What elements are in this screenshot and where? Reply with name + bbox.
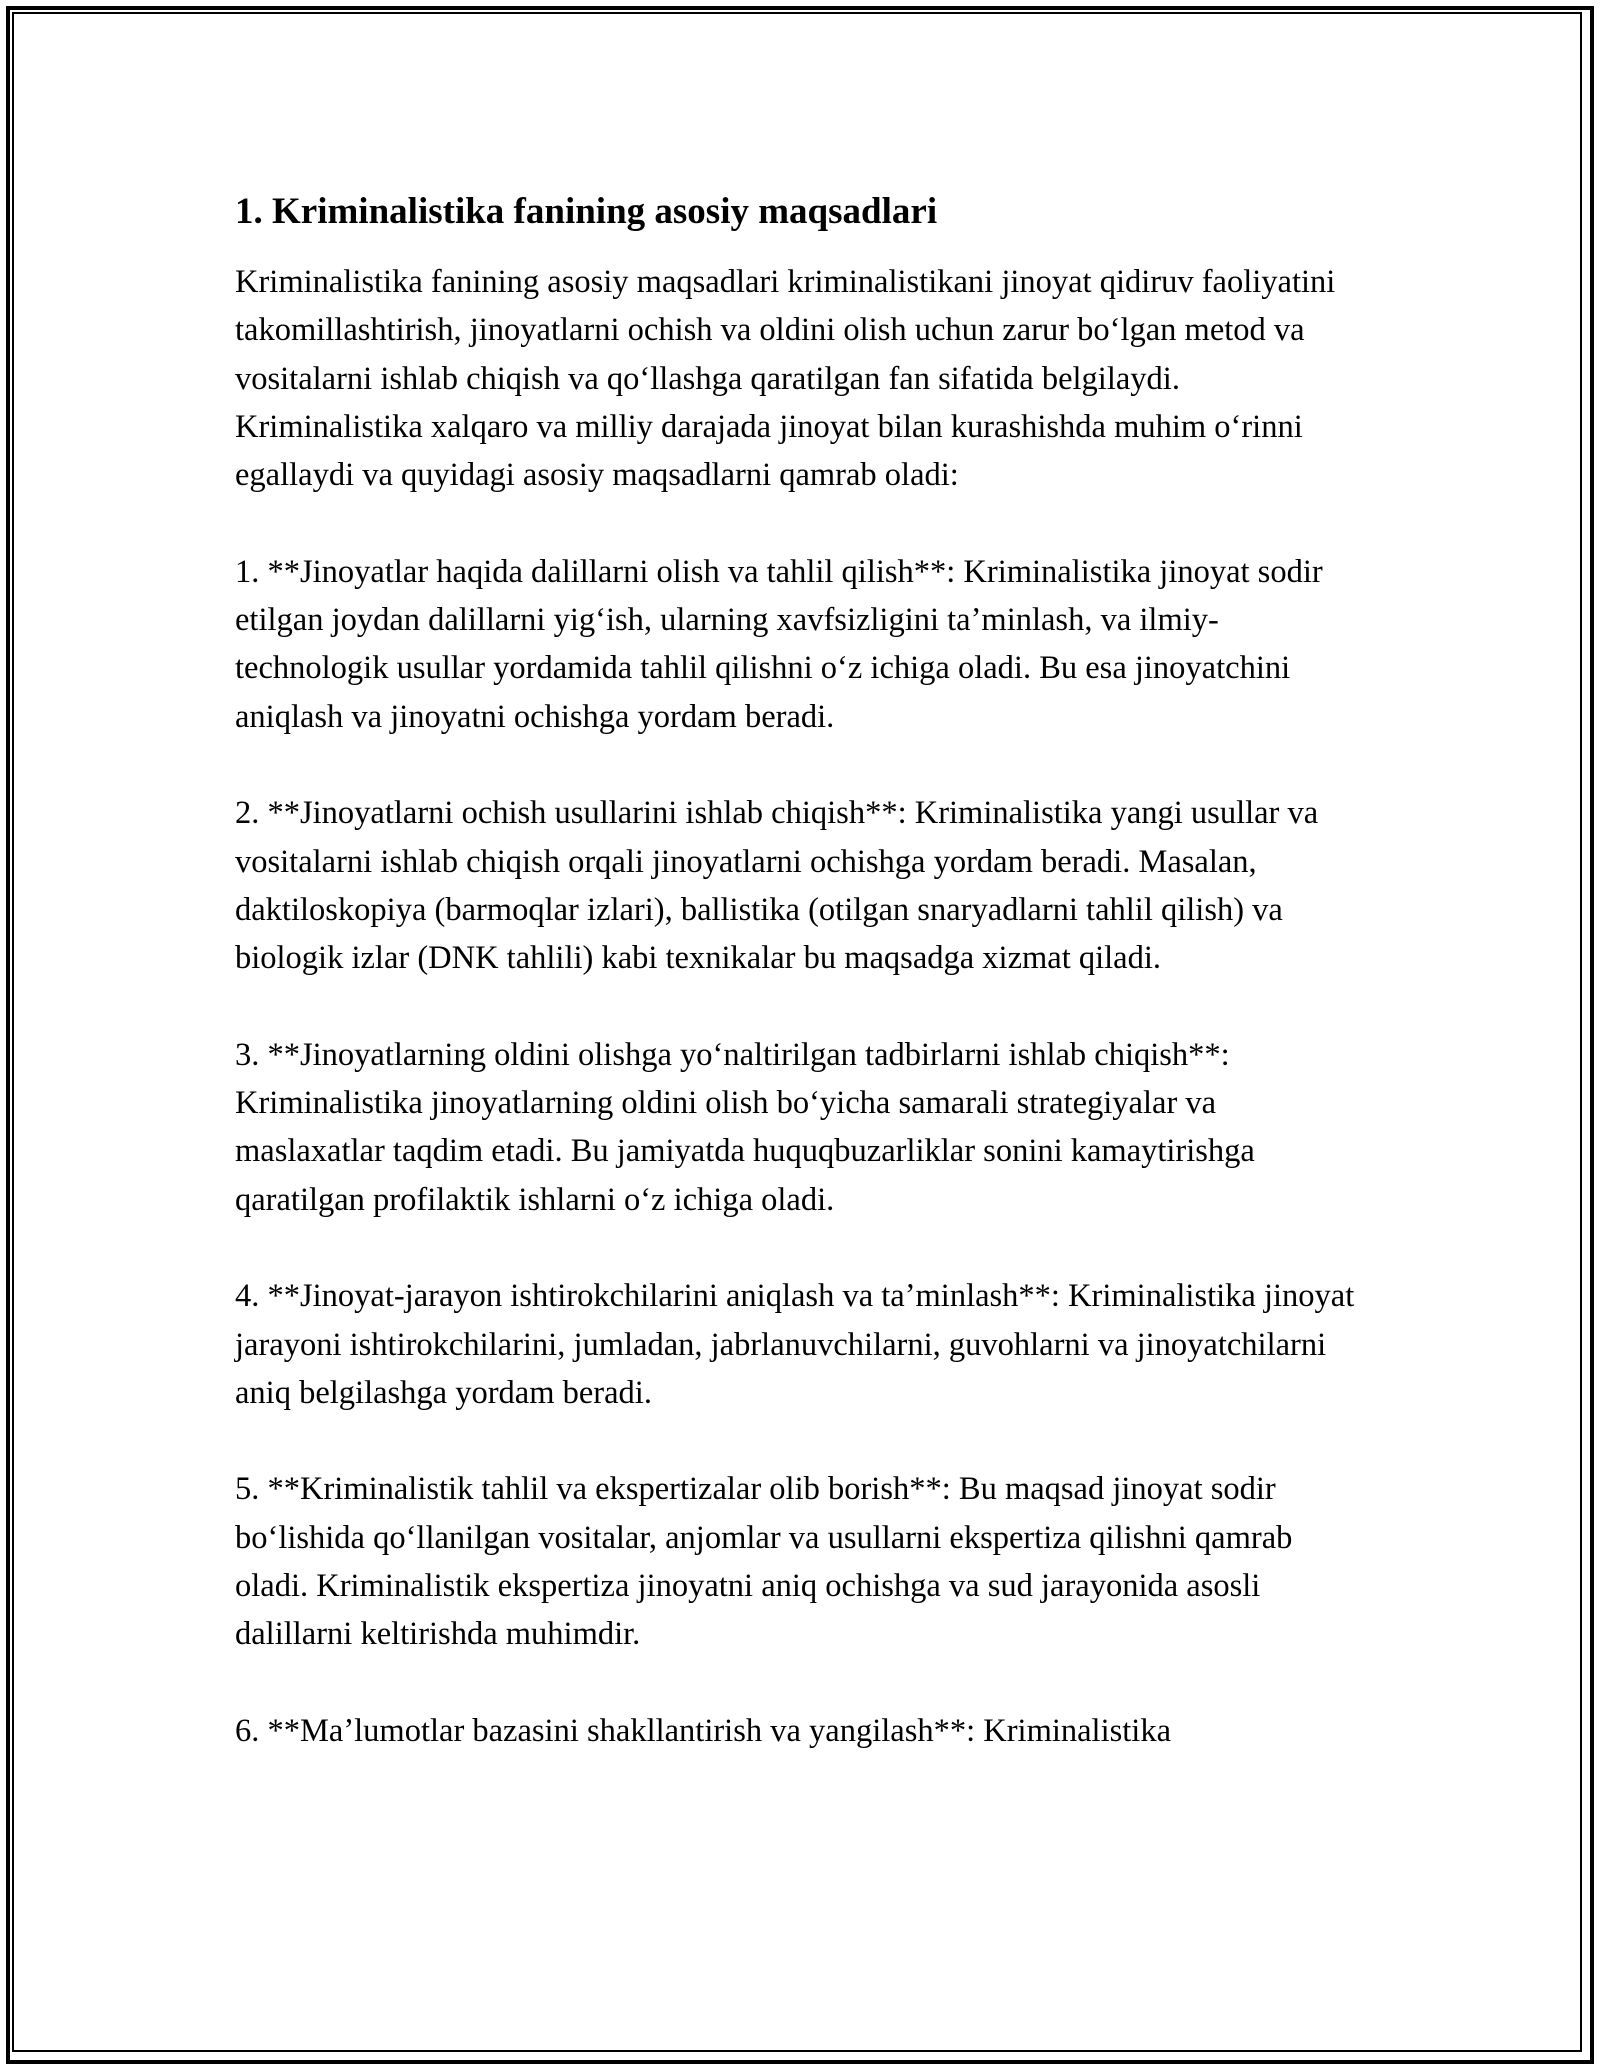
paragraph-spacer (235, 499, 1370, 547)
paragraph-spacer (235, 741, 1370, 789)
paragraph-spacer (235, 982, 1370, 1030)
list-item-1: 1. **Jinoyatlar haqida dalillarni olish va tahlil qilish**: Kriminalistika jinoyat sodir etilgan joydan dalillarni yigʻish, ularning xavfsizligini taʼminlash, va ilmiy-technologik usullar yordamida tahlil qilishni oʻz ichiga oladi. Bu esa jinoyatchini aniqlash va jinoyatni ochishga yordam beradi. (235, 553, 1323, 735)
list-item-6: 6. **Maʼlumotlar bazasini shakllantirish va yangilash**: Kriminalistika (235, 1712, 1171, 1749)
section-heading: 1. Kriminalistika fanining asosiy maqsadlari (235, 191, 938, 232)
list-item-4: 4. **Jinoyat-jarayon ishtirokchilarini aniqlash va taʼminlash**: Kriminalistika jinoyat jarayoni ishtirokchilarini, jumladan, jabrlanuvchilarni, guvohlarni va jinoyatchilarni aniq belgilashga yordam beradi. (235, 1278, 1355, 1411)
list-item-2: 2. **Jinoyatlarni ochish usullarini ishlab chiqish**: Kriminalistika yangi usullar va vositalarni ishlab chiqish orqali jinoyatlarni ochishga yordam beradi. Masalan, daktiloskopiya (barmoqlar izlari), ballistika (otilgan snaryadlarni tahlil qilish) va biologik izlar (DNK tahlili) kabi texnikalar bu maqsadga xizmat qiladi. (235, 795, 1319, 977)
list-item-5: 5. **Kriminalistik tahlil va ekspertizalar olib borish**: Bu maqsad jinoyat sodir boʻlishida qoʻllanilgan vositalar, anjomlar va usullarni ekspertiza qilishni qamrab oladi. Kriminalistik ekspertiza jinoyatni aniq ochishga va sud jarayonida asosli dalillarni keltirishda muhimdir. (235, 1471, 1293, 1653)
paragraph-spacer (235, 1417, 1370, 1465)
intro-paragraph: Kriminalistika fanining asosiy maqsadlari kriminalistikani jinoyat qidiruv faoliyatini takomillashtirish, jinoyatlarni ochish va oldini olish uchun zarur boʻlgan metod va vositalarni ishlab chiqish va qoʻllashga qaratilgan fan sifatida belgilaydi. Kriminalistika xalqaro va milliy darajada jinoyat bilan kurashishda muhim oʻrinni egallaydi va quyidagi asosiy maqsadlarni qamrab oladi: (235, 264, 1336, 494)
document-body (235, 186, 1370, 1755)
list-item-3: 3. **Jinoyatlarning oldini olishga yoʻnaltirilgan tadbirlarni ishlab chiqish**: Kriminalistika jinoyatlarning oldini olish boʻyicha samarali strategiyalar va maslaxatlar taqdim etadi. Bu jamiyatda huquqbuzarliklar sonini kamaytirishga qaratilgan profilaktik ishlarni oʻz ichiga oladi. (235, 1036, 1255, 1218)
paragraph-spacer (235, 1659, 1370, 1707)
paragraph-spacer (235, 1224, 1370, 1272)
